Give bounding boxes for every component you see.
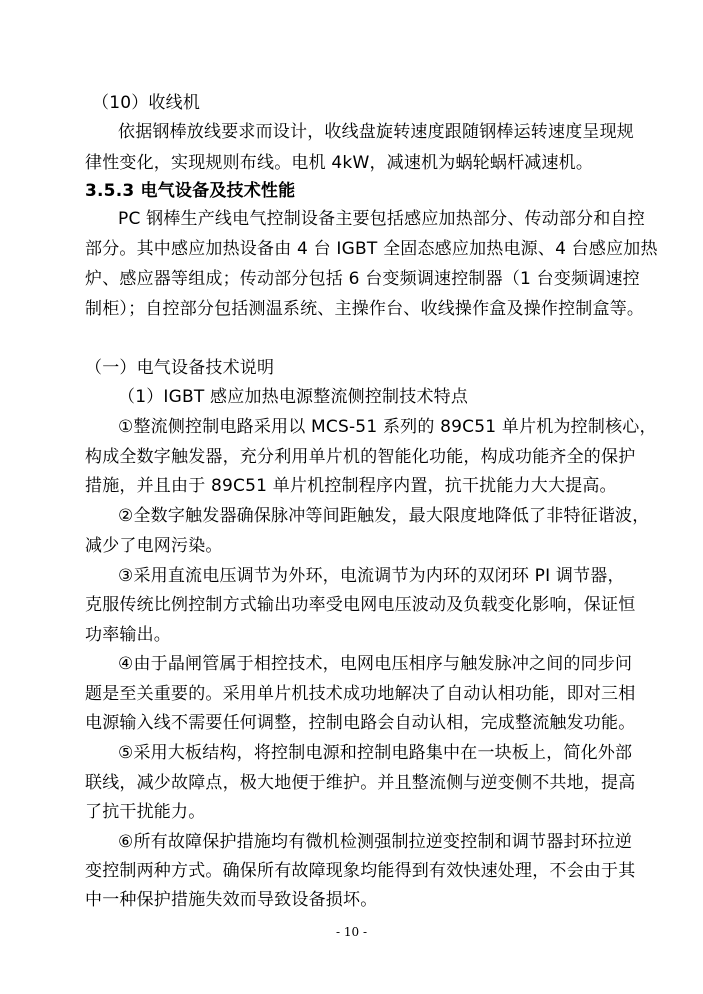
page-number: - 10 - [335, 925, 367, 939]
list-item-line: 电源输入线不需要任何调整，控制电路会自动认相，完成整流触发功能。 [85, 713, 636, 733]
list-item-line: 了抗干扰能力。 [85, 802, 206, 822]
paragraph-line: 部分。其中感应加热设备由 4 台 IGBT 全固态感应加热电源、4 台感应加热 [85, 239, 658, 259]
list-item-line: ⑤采用大板结构，将控制电源和控制电路集中在一块板上，简化外部 [118, 743, 633, 763]
paragraph-line: 依据钢棒放线要求而设计，收线盘旋转速度跟随钢棒运转速度呈现规 [118, 122, 634, 142]
section-10-title: （10）收线机 [92, 93, 201, 113]
part-one-title: （一）电气设备技术说明 [85, 358, 275, 378]
list-item-line: 变控制两种方式。确保所有故障现象均能得到有效快速处理，不会由于其 [85, 861, 636, 881]
list-item-line: 题是至关重要的。采用单片机技术成功地解决了自动认相功能，即对三相 [85, 684, 636, 704]
section-heading-3-5-3: 3.5.3 电气设备及技术性能 [85, 181, 296, 201]
paragraph-line: 律性变化，实现规则布线。电机 4kW，减速机为蜗轮蜗杆减速机。 [85, 153, 594, 173]
paragraph-line: 制柜）；自控部分包括测温系统、主操作台、收线操作盒及操作控制盒等。 [85, 299, 645, 319]
list-item-line: 克服传统比例控制方式输出功率受电网电压波动及负载变化影响，保证恒 [85, 595, 636, 615]
list-item-line: ③采用直流电压调节为外环，电流调节为内环的双闭环 PI 调节器， [118, 566, 625, 586]
list-item-line: 减少了电网污染。 [85, 536, 223, 556]
list-item-line: 措施，并且由于 89C51 单片机控制程序内置，抗干扰能力大大提高。 [85, 476, 617, 496]
paragraph-line: PC 钢棒生产线电气控制设备主要包括感应加热部分、传动部分和自控 [118, 209, 645, 229]
list-item-line: 功率输出。 [85, 625, 171, 645]
list-item-line: ⑥所有故障保护措施均有微机检测强制拉逆变控制和调节器封环拉逆 [118, 832, 633, 852]
paragraph-line: 炉、感应器等组成；传动部分包括 6 台变频调速控制器（1 台变频调速控 [85, 269, 640, 289]
list-item-line: 构成全数字触发器，充分利用单片机的智能化功能，构成功能齐全的保护 [85, 447, 636, 467]
list-item-line: ①整流侧控制电路采用以 MCS-51 系列的 89C51 单片机为控制核心， [118, 417, 657, 437]
list-item-line: 中一种保护措施失效而导致设备损坏。 [85, 890, 378, 910]
list-item-line: ④由于晶闸管属于相控技术，电网电压相序与触发脉冲之间的同步问 [118, 654, 633, 674]
list-item-line: ②全数字触发器确保脉冲等间距触发，最大限度地降低了非特征谐波， [118, 506, 650, 526]
part-one-subtitle: （1）IGBT 感应加热电源整流侧控制技术特点 [118, 387, 469, 407]
list-item-line: 联线，减少故障点，极大地便于维护。并且整流侧与逆变侧不共地，提高 [85, 773, 636, 793]
